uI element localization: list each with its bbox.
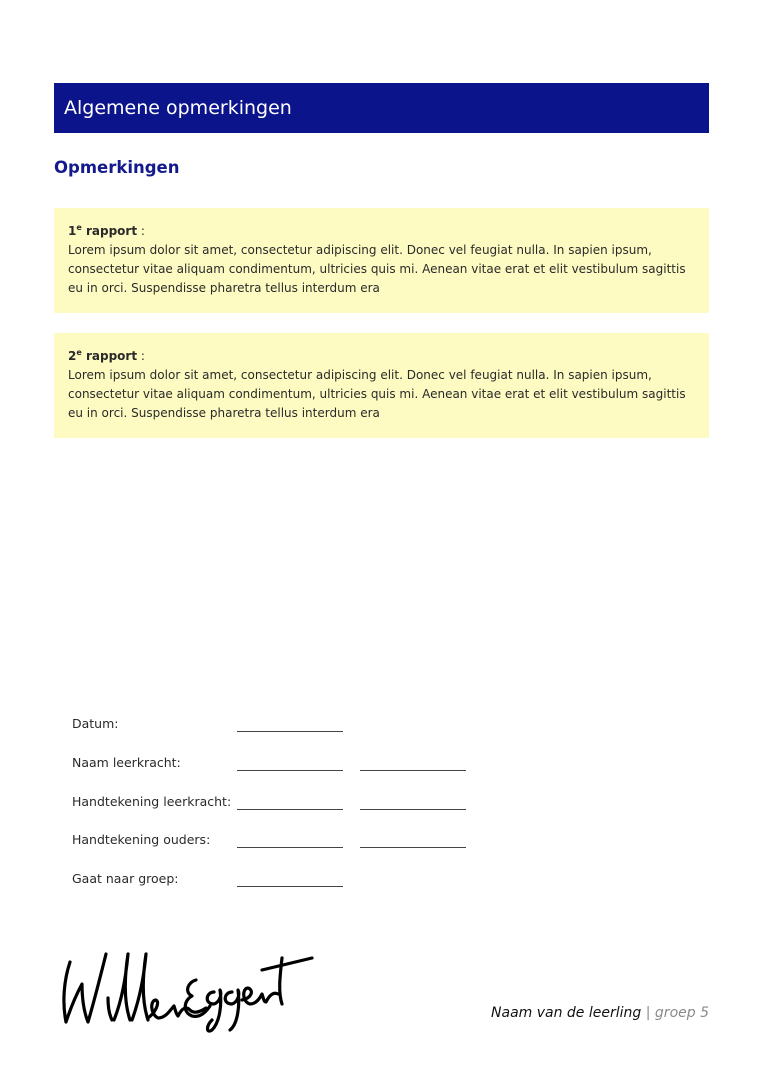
footer-separator: | (645, 1005, 651, 1021)
section-heading: Opmerkingen (54, 158, 180, 177)
handtekening-leerkracht-label: Handtekening leerkracht: (72, 794, 232, 809)
handtekening-ouders-line-2 (360, 847, 466, 848)
report-label: 1e rapport (68, 223, 138, 238)
naam-leerkracht-line-2 (360, 770, 466, 771)
gaat-naar-groep-label: Gaat naar groep: (72, 871, 179, 886)
gaat-naar-groep-line (237, 886, 343, 887)
report-text: Lorem ipsum dolor sit amet, consectetur adipiscing elit. Donec vel feugiat nulla. In sapien ipsum, consectetur vitae aliquam condimentum, ultricies quis mi. Aenean vitae erat et elit vestibulum sagittis eu in orci. Suspendisse pharetra tellus interdum era (68, 368, 686, 420)
footer (491, 1005, 709, 1021)
handtekening-ouders-line-1 (237, 847, 343, 848)
datum-line (237, 731, 343, 732)
report-comment-2: 2e rapport : Lorem ipsum dolor sit amet, consectetur adipiscing elit. Donec vel feugiat nulla. In sapien ipsum, consectetur vitae aliquam condimentum, ultricies quis mi. Aenean vitae erat et elit vestibulum sagittis eu in orci. Suspendisse pharetra tellus interdum era (54, 333, 709, 438)
group-label: groep 5 (654, 1005, 709, 1021)
handtekening-leerkracht-line-2 (360, 809, 466, 810)
naam-leerkracht-label: Naam leerkracht: (72, 755, 181, 770)
report-comment-1: 1e rapport : Lorem ipsum dolor sit amet, consectetur adipiscing elit. Donec vel feugiat nulla. In sapien ipsum, consectetur vitae aliquam condimentum, ultricies quis mi. Aenean vitae erat et elit vestibulum sagittis eu in orci. Suspendisse pharetra tellus interdum era (54, 208, 709, 313)
report-text: Lorem ipsum dolor sit amet, consectetur adipiscing elit. Donec vel feugiat nulla. In sapien ipsum, consectetur vitae aliquam condimentum, ultricies quis mi. Aenean vitae erat et elit vestibulum sagittis eu in orci. Suspendisse pharetra tellus interdum era (68, 243, 686, 295)
report-label: 2e rapport (68, 348, 138, 363)
handtekening-ouders-label: Handtekening ouders: (72, 832, 211, 847)
page-title-bar (54, 83, 709, 133)
student-name: Naam van de leerling (491, 1005, 642, 1021)
page-title: Algemene opmerkingen (64, 97, 292, 119)
signature-image (56, 940, 318, 1035)
naam-leerkracht-line-1 (237, 770, 343, 771)
handtekening-leerkracht-line-1 (237, 809, 343, 810)
datum-label: Datum: (72, 716, 119, 731)
